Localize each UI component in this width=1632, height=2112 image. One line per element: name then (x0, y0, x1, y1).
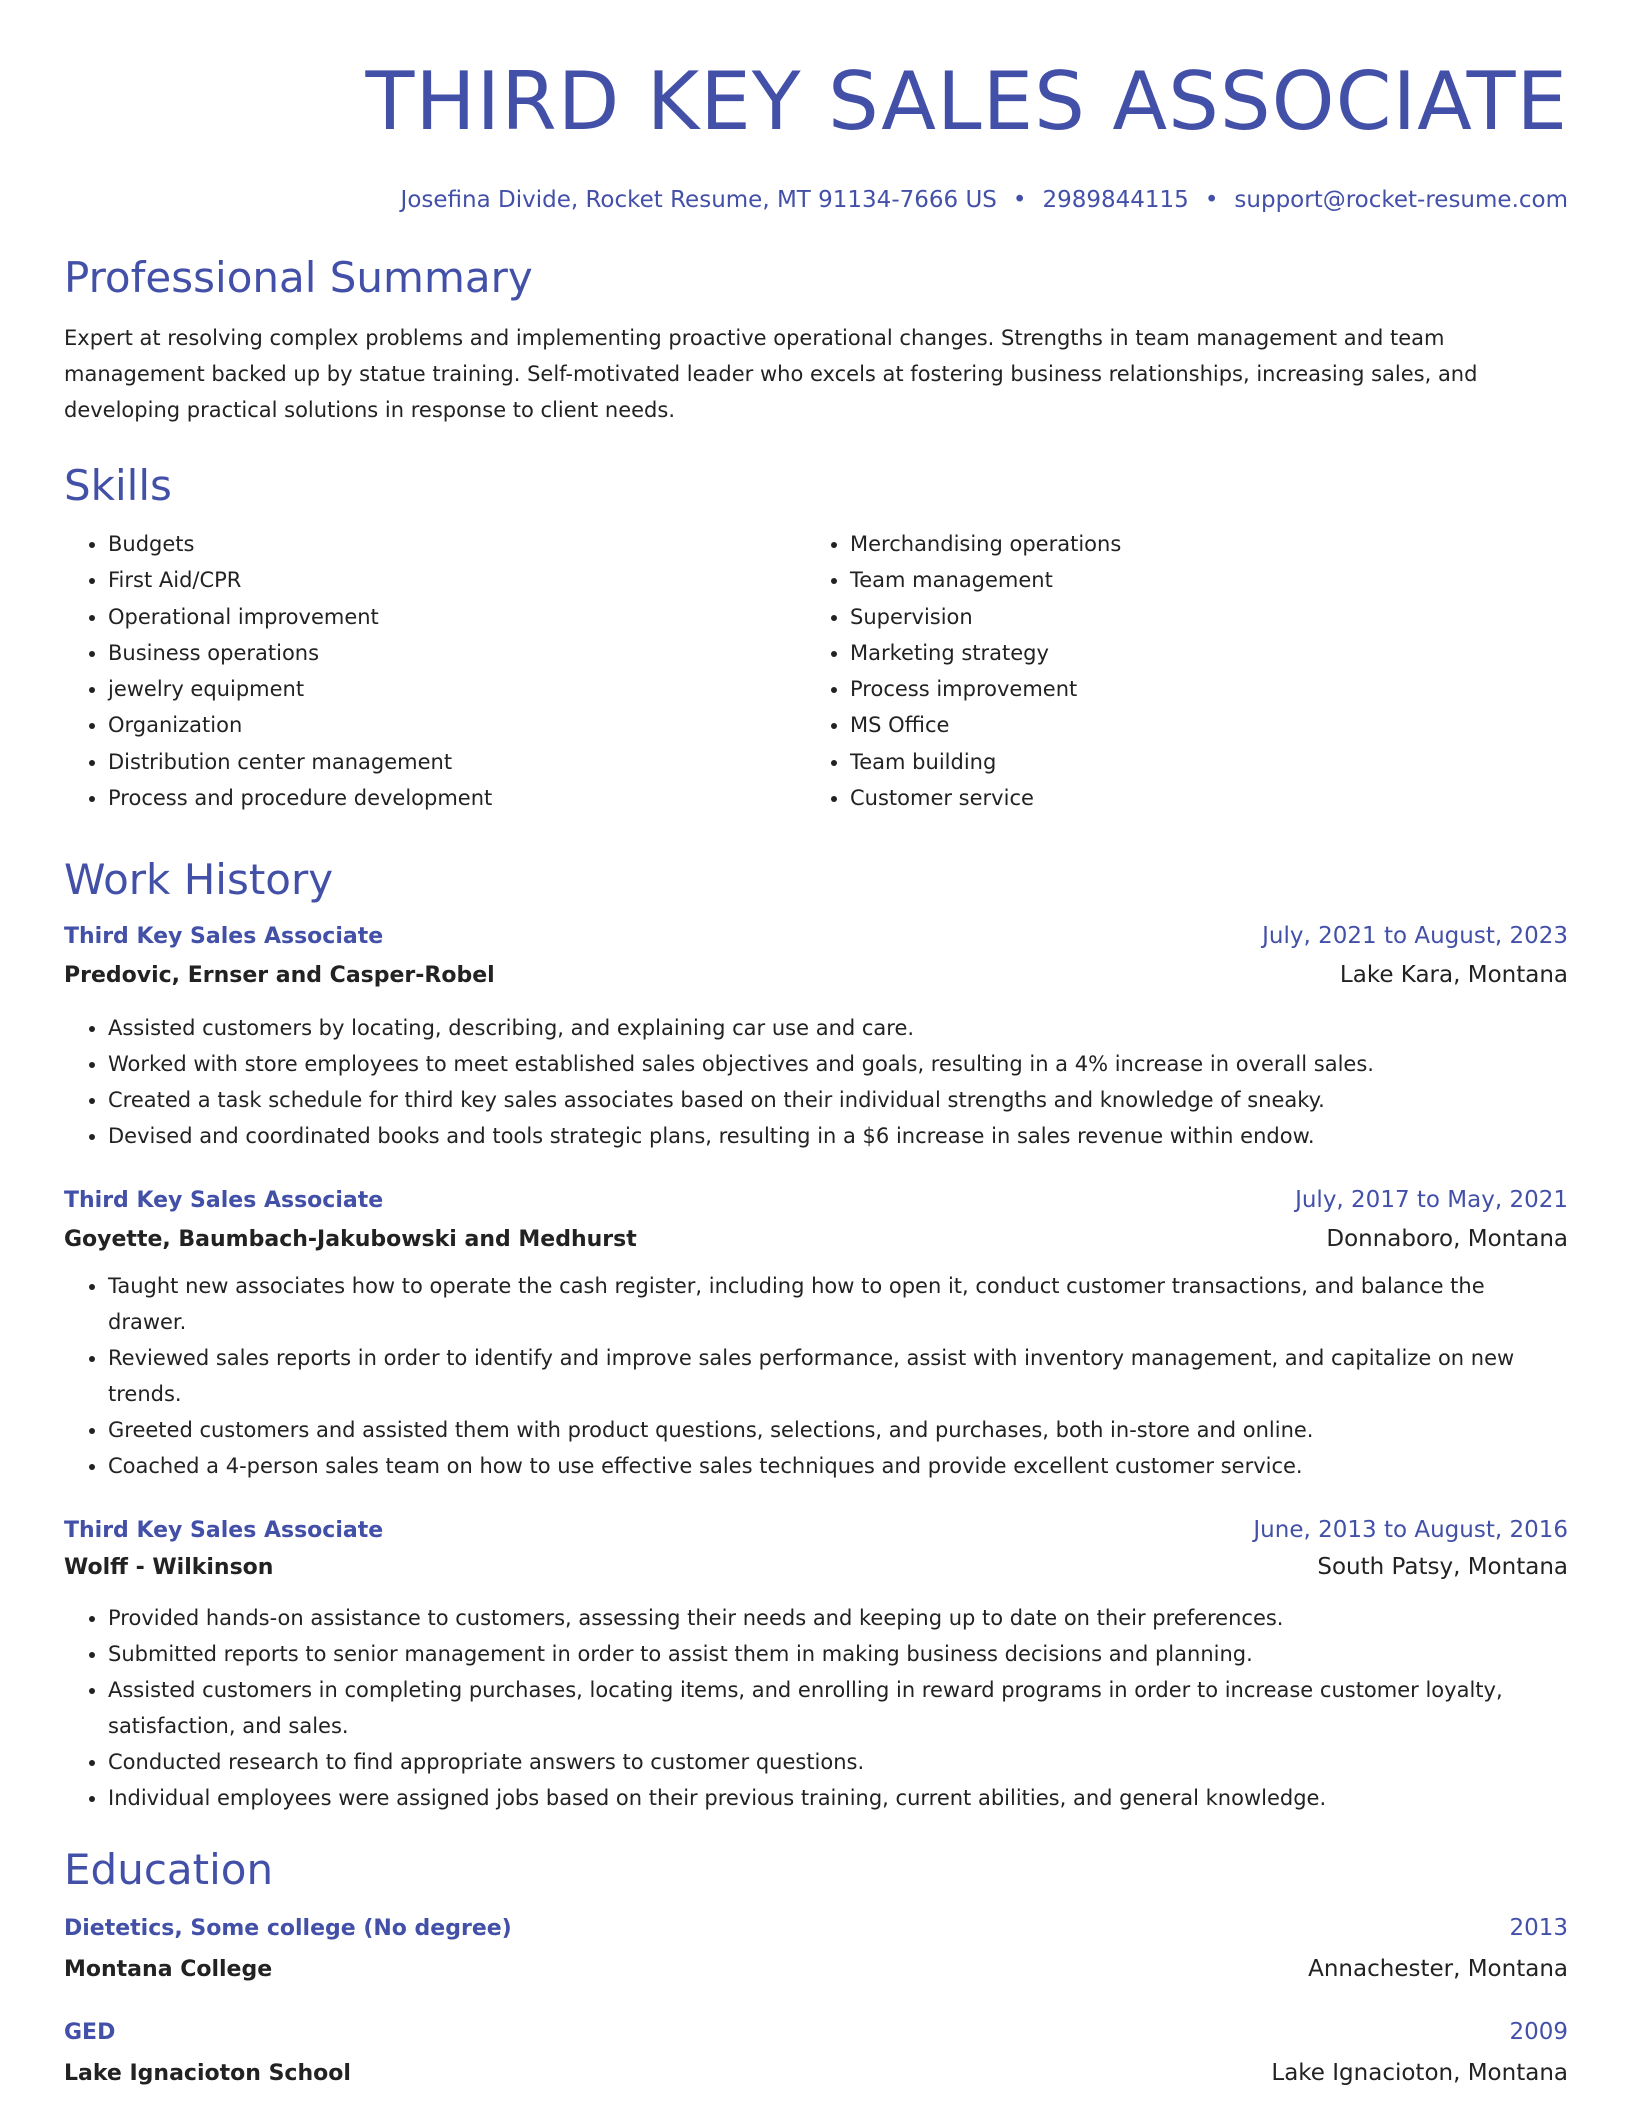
education-year: 2013 (1509, 1915, 1568, 1942)
education-year: 2009 (1509, 2019, 1568, 2046)
contact-separator: • (1204, 187, 1219, 213)
skill-item: • Supervision (850, 599, 1548, 635)
education-header (64, 2016, 1568, 2049)
contact-line (64, 184, 1568, 216)
job-bullet: • Provided hands-on assistance to customers, assessing their needs and keeping up to date on their preferences. (108, 1600, 1568, 1636)
job-location: Lake Kara, Montana (1339, 962, 1568, 989)
education-degree: GED (64, 2020, 116, 2046)
job-bullet: • Worked with store employees to meet established sales objectives and goals, resulting in a 4% increase in overall sales. (108, 1046, 1568, 1082)
resume-page (64, 48, 1568, 2090)
job-bullet: • Coached a 4-person sales team on how to use effective sales techniques and provide excellent customer service. (108, 1448, 1568, 1484)
skill-item: • Budgets (108, 526, 806, 562)
education-header (64, 1912, 1568, 1945)
skill-item: • Business operations (108, 635, 806, 671)
job-dates: July, 2021 to August, 2023 (1262, 923, 1568, 950)
skill-item: • Operational improvement (108, 599, 806, 635)
job-header (64, 1514, 1568, 1547)
education-entry (64, 1912, 1568, 1986)
job-bullet: • Assisted customers by locating, describing, and explaining car use and care. (108, 1010, 1568, 1046)
job-header (64, 1184, 1568, 1217)
job-bullet: • Individual employees were assigned jobs based on their previous training, current abilities, and general knowledge. (108, 1780, 1568, 1816)
skills-column-right (806, 526, 1548, 816)
job-location: Donnaboro, Montana (1326, 1226, 1568, 1253)
education-subheader (64, 1953, 1568, 1986)
job-bullet: • Assisted customers in completing purchases, locating items, and enrolling in reward programs in order to increase customer loyalty, satisfaction, and sales. (108, 1672, 1568, 1744)
job-bullet: • Conducted research to find appropriate answers to customer questions. (108, 1744, 1568, 1780)
skill-item: • Marketing strategy (850, 635, 1548, 671)
skills-heading: Skills (64, 461, 172, 510)
job-bullet: • Reviewed sales reports in order to identify and improve sales performance, assist with inventory management, and capitalize on new trends. (108, 1340, 1568, 1412)
education-entry (64, 2016, 1568, 2090)
skill-item: • Merchandising operations (850, 526, 1548, 562)
job-bullets (64, 1600, 1568, 1816)
job-bullet: • Greeted customers and assisted them with product questions, selections, and purchases, both in-store and online. (108, 1412, 1568, 1448)
resume-title: THIRD KEY SALES ASSOCIATE (365, 55, 1568, 148)
education-school: Lake Ignacioton School (64, 2061, 351, 2087)
contact-address: Josefina Divide, Rocket Resume, MT 91134-7666 US (400, 187, 997, 213)
job-title: Third Key Sales Associate (64, 1518, 384, 1544)
contact-separator: • (1012, 187, 1027, 213)
skills-column-left (64, 526, 806, 816)
job-subheader (64, 1551, 1568, 1584)
education-subheader (64, 2057, 1568, 2090)
job-subheader (64, 1223, 1568, 1256)
job-bullet: • Created a task schedule for third key sales associates based on their individual strengths and knowledge of sneaky. (108, 1082, 1568, 1118)
job-header (64, 920, 1568, 953)
job-subheader (64, 959, 1568, 992)
job-bullet: • Devised and coordinated books and tools strategic plans, resulting in a $6 increase in sales revenue within endow. (108, 1118, 1568, 1154)
skill-item: • Team management (850, 562, 1548, 598)
job-title: Third Key Sales Associate (64, 924, 384, 950)
skill-item: • MS Office (850, 707, 1548, 743)
skill-item: • Customer service (850, 780, 1548, 816)
contact-email[interactable]: support@rocket-resume.com (1234, 187, 1568, 213)
contact-phone[interactable]: 2989844115 (1042, 187, 1189, 213)
education-location: Annachester, Montana (1308, 1956, 1568, 1983)
job-location: South Patsy, Montana (1317, 1554, 1568, 1581)
education-degree: Dietetics, Some college (No degree) (64, 1916, 512, 1942)
job-entry (64, 1184, 1568, 1484)
skill-item: • Process and procedure development (108, 780, 806, 816)
job-bullet: • Taught new associates how to operate the cash register, including how to open it, conduct customer transactions, and balance the drawer. (108, 1268, 1568, 1340)
work-history-heading: Work History (64, 855, 334, 905)
summary-heading: Professional Summary (64, 253, 533, 302)
education-location: Lake Ignacioton, Montana (1271, 2060, 1568, 2087)
skill-item: • jewelry equipment (108, 671, 806, 707)
skill-item: • Team building (850, 744, 1548, 780)
job-company: Wolff - Wilkinson (64, 1555, 274, 1581)
job-bullets (64, 1268, 1568, 1484)
summary-text: Expert at resolving complex problems and implementing proactive operational changes. Strengths in team management and team management backed up by statue training. Self-motivated leader who excels at fostering business relationships, increasing sales, and developing practical solutions in response to client needs. (64, 326, 1478, 422)
education-school: Montana College (64, 1957, 273, 1983)
job-company: Goyette, Baumbach-Jakubowski and Medhurst (64, 1227, 637, 1253)
job-bullet: • Submitted reports to senior management in order to assist them in making business decisions and planning. (108, 1636, 1568, 1672)
skills-grid (64, 526, 1568, 816)
job-bullets (64, 1010, 1568, 1154)
job-entry (64, 920, 1568, 1154)
job-entry (64, 1514, 1568, 1816)
skill-item: • First Aid/CPR (108, 562, 806, 598)
skill-item: • Process improvement (850, 671, 1548, 707)
job-title: Third Key Sales Associate (64, 1188, 384, 1214)
education-heading: Education (64, 1845, 274, 1895)
job-company: Predovic, Ernser and Casper-Robel (64, 963, 495, 989)
skill-item: • Distribution center management (108, 744, 806, 780)
job-dates: June, 2013 to August, 2016 (1253, 1517, 1568, 1544)
job-dates: July, 2017 to May, 2021 (1295, 1187, 1568, 1214)
skill-item: • Organization (108, 707, 806, 743)
